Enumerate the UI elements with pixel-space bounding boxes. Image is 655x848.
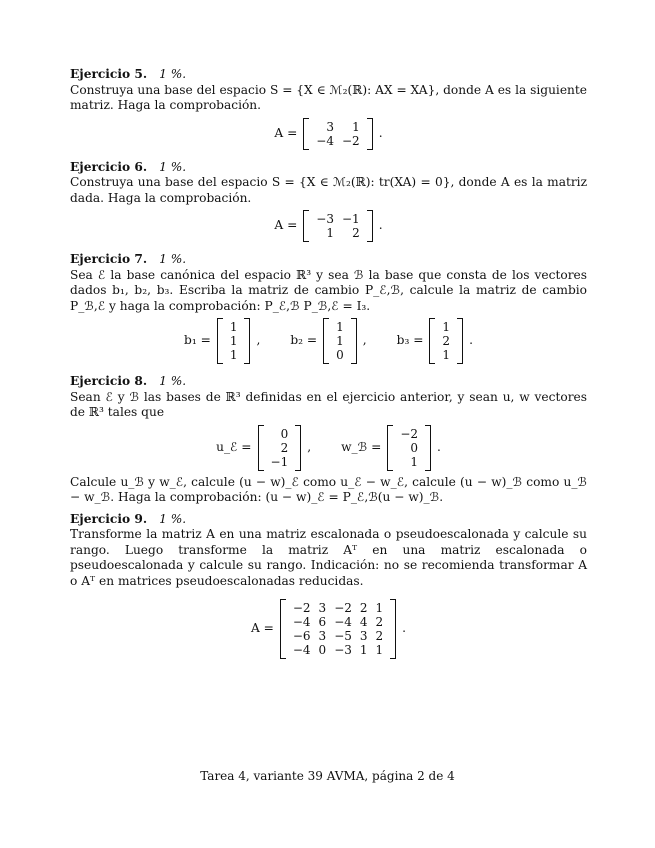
exercise-text: Construya una base del espacio S = {X ∈ ℳ₂(ℝ): tr(XA) = 0}, donde A es la matriz dada. Haga la comprobación. xyxy=(70,175,587,205)
matrix-cell: −6 xyxy=(292,629,311,643)
matrix-cell: 2 xyxy=(375,629,384,643)
exercise-text: Sean ℰ y ℬ las bases de ℝ³ definidas en el ejercicio anterior, y sean u, w vectores de ℝ³ tales que xyxy=(70,389,587,419)
exercise-text: Sea ℰ la base canónica del espacio ℝ³ y sea ℬ la base que consta de los vectores dados b₁, b₂, b₃. Escriba la matriz de cambio P_ℰ,ℬ, calcule la matriz de cambio P_ℬ,ℰ y haga la comprobación: P_ℰ,ℬ P_ℬ,ℰ = I₃. xyxy=(70,267,587,313)
vector-equation xyxy=(290,318,366,364)
matrix-cell: −3 xyxy=(316,212,334,226)
equation-tail: . xyxy=(378,125,383,140)
matrix xyxy=(280,599,396,659)
matrix-cell: 0 xyxy=(410,440,419,455)
exercise-title: Ejercicio 5. xyxy=(70,67,148,81)
exercise-9 xyxy=(70,512,587,660)
matrix-cell: −1 xyxy=(342,212,360,226)
matrix-cell: 1 xyxy=(375,643,384,657)
equation-tail: . xyxy=(402,621,407,636)
matrix-cell: −4 xyxy=(292,643,311,657)
matrix-cell: 1 xyxy=(375,601,384,615)
vector xyxy=(323,318,357,364)
exercise-text: Transforme la matriz A en una matriz escalonada o pseudoescalonada y calcule su rango. Luego transforme la matriz Aᵀ en una matriz escalonada o pseudoescalonada y calcule su rango. Indicación: no se recomienda transformar A o Aᵀ en matrices pseudoescalonadas reducidas. xyxy=(70,527,587,588)
exercise-text: Construya una base del espacio S = {X ∈ ℳ₂(ℝ): AX = XA}, donde A es la siguiente matriz. Haga la comprobación. xyxy=(70,82,587,112)
matrix-cell: 1 xyxy=(442,320,451,334)
equation-row xyxy=(70,318,587,364)
matrix-cell: 3 xyxy=(326,119,334,134)
vector xyxy=(429,318,463,364)
exercise-title: Ejercicio 7. xyxy=(70,252,148,266)
matrix-cell: 0 xyxy=(336,348,344,362)
matrix-equation xyxy=(274,118,382,150)
matrix-cell: −2 xyxy=(334,601,352,615)
vector-equation xyxy=(397,318,473,364)
matrix-cell: 1 xyxy=(229,334,238,348)
matrix-cell: 2 xyxy=(280,440,289,455)
matrix-cell: −2 xyxy=(400,426,419,441)
matrix-cell: 2 xyxy=(375,615,384,629)
equation-lhs: b₂ = xyxy=(290,333,318,348)
exercise-title: Ejercicio 9. xyxy=(70,511,148,526)
matrix-cell: 0 xyxy=(318,643,327,657)
exercise-5 xyxy=(70,67,587,150)
matrix-cell: −2 xyxy=(292,601,311,615)
matrix-cell: 1 xyxy=(229,348,238,362)
exercise-title: Ejercicio 8. xyxy=(70,374,148,388)
equation-tail: . xyxy=(378,218,383,233)
matrix-cell: 2 xyxy=(359,601,368,615)
matrix-cell: −3 xyxy=(334,643,352,657)
matrix-cell: 3 xyxy=(318,601,327,615)
matrix-cell: −5 xyxy=(334,629,352,643)
matrix-cell: 1 xyxy=(442,348,451,362)
equation-lhs: b₃ = xyxy=(396,333,424,348)
matrix-cell: 1 xyxy=(336,320,344,334)
equation-lhs: A = xyxy=(274,218,298,233)
equation-lhs: w_ℬ = xyxy=(341,439,382,454)
exercise-weight: 1 %. xyxy=(159,159,187,174)
matrix-cell: 1 xyxy=(410,454,419,469)
vector xyxy=(387,425,431,471)
equation-row xyxy=(70,425,587,471)
vector-equation xyxy=(216,425,311,471)
matrix-cell: 2 xyxy=(442,334,451,348)
exercise-text-after: Calcule u_ℬ y w_ℰ, calcule (u − w)_ℰ como u_ℰ − w_ℰ, calcule (u − w)_ℬ como u_ℬ − w_ℬ. Haga la comprobación: (u − w)_ℰ = P_ℰ,ℬ(u − w)_ℬ. xyxy=(70,474,587,504)
equation-tail: , xyxy=(256,333,261,348)
equation-row xyxy=(70,210,587,242)
matrix-cell: 1 xyxy=(326,226,334,240)
matrix-cell: 6 xyxy=(318,615,327,629)
matrix-cell: 0 xyxy=(280,426,289,441)
matrix-cell: 1 xyxy=(229,320,238,334)
equation-lhs: b₁ = xyxy=(184,333,211,348)
equation-row xyxy=(70,599,587,659)
vector-equation xyxy=(184,318,260,364)
exercise-weight: 1 %. xyxy=(159,511,187,526)
matrix-equation xyxy=(251,599,406,659)
equation-tail: . xyxy=(469,333,473,348)
matrix-cell: 4 xyxy=(359,615,368,629)
page-body xyxy=(70,67,587,669)
page-footer: Tarea 4, variante 39 AVMA, página 2 de 4 xyxy=(200,769,455,783)
exercise-title: Ejercicio 6. xyxy=(70,159,148,174)
exercise-weight: 1 %. xyxy=(159,252,187,266)
equation-tail: , xyxy=(307,439,312,454)
exercise-weight: 1 %. xyxy=(159,374,187,388)
exercise-8 xyxy=(70,374,587,506)
vector xyxy=(217,318,251,364)
matrix-cell: 1 xyxy=(359,643,368,657)
equation-tail: . xyxy=(437,439,441,454)
matrix-cell: 3 xyxy=(318,629,327,643)
equation-lhs: u_ℰ = xyxy=(216,439,252,454)
equation-tail: , xyxy=(362,333,367,348)
matrix xyxy=(303,118,372,150)
matrix-cell: −4 xyxy=(292,615,311,629)
matrix-cell: −4 xyxy=(334,615,352,629)
equation-lhs: A = xyxy=(250,621,274,636)
matrix-cell: −1 xyxy=(270,454,289,469)
matrix-cell: 1 xyxy=(352,119,360,134)
matrix-cell: 2 xyxy=(352,226,360,240)
matrix xyxy=(303,210,372,242)
matrix-equation xyxy=(274,210,382,242)
matrix-cell: −4 xyxy=(316,133,334,148)
vector-equation xyxy=(341,425,441,471)
exercise-6 xyxy=(70,160,587,243)
matrix-cell: −2 xyxy=(342,133,360,148)
matrix-cell: 3 xyxy=(359,629,368,643)
equation-row xyxy=(70,118,587,150)
exercise-7 xyxy=(70,252,587,364)
vector xyxy=(258,425,302,471)
equation-lhs: A = xyxy=(274,125,298,140)
exercise-weight: 1 %. xyxy=(159,67,187,81)
matrix-cell: 1 xyxy=(336,334,344,348)
